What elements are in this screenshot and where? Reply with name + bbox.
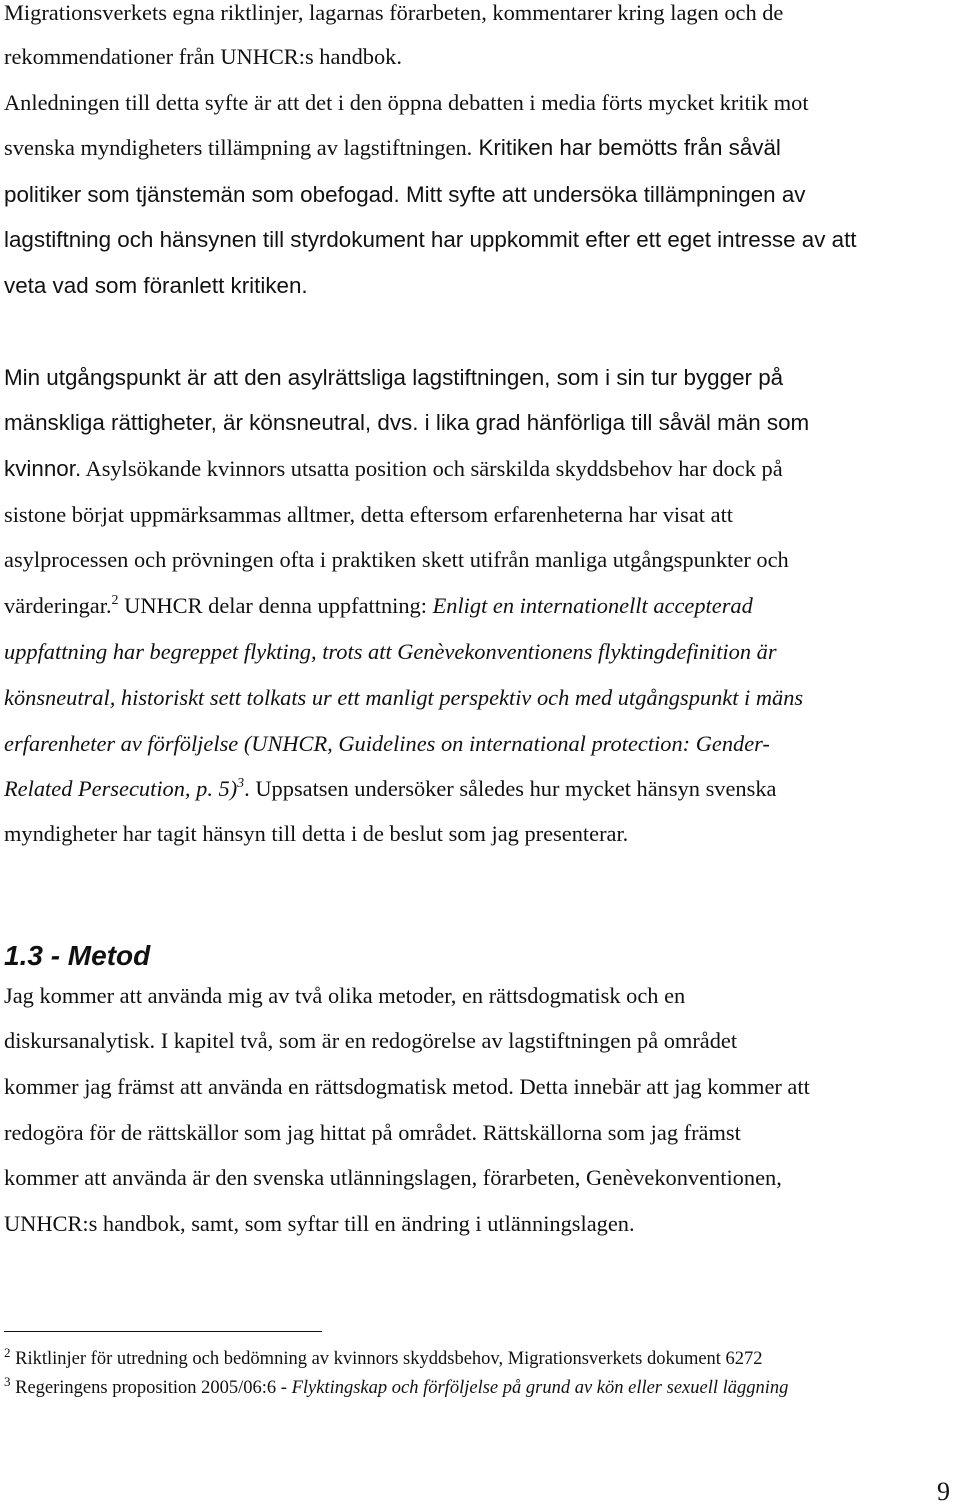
text-run: Asylsökande kvinnors utsatta position och särskilda skyddsbehov har dock på: [81, 456, 783, 481]
text-run: värderingar.: [4, 593, 112, 618]
body-text-line: myndigheter har tagit hänsyn till detta i de beslut som jag presenterar.: [4, 821, 629, 846]
body-text-line: lagstiftning och hänsynen till styrdokument har uppkommit efter ett eget intresse av att: [4, 227, 857, 252]
text-run: Kritiken har bemötts från såväl: [472, 135, 781, 160]
text-run: Uppsatsen undersöker således hur mycket hänsyn svenska: [249, 776, 777, 801]
body-text-line: [4, 456, 783, 482]
text-run: UNHCR delar denna uppfattning:: [118, 593, 433, 618]
section-heading: 1.3 - Metod: [4, 940, 151, 971]
footnote-ref: 3: [237, 776, 245, 791]
body-text-line: Anledningen till detta syfte är att det i den öppna debatten i media förts mycket kritik mot: [4, 90, 809, 115]
body-text-line: UNHCR:s handbok, samt, som syftar till en ändring i utlänningslagen.: [4, 1211, 635, 1236]
footnote: [4, 1374, 789, 1399]
body-text-line: veta vad som föranlett kritiken.: [4, 273, 308, 298]
footnote-number: 2: [4, 1345, 11, 1360]
footnote-separator: [4, 1331, 322, 1332]
text-run: .: [244, 776, 250, 801]
quote-line: erfarenheter av förföljelse (UNHCR, Guidelines on international protection: Gender-: [4, 731, 770, 756]
text-run: svenska myndigheters tillämpning av lagstiftningen.: [4, 135, 473, 160]
body-text-line: sistone börjat uppmärksammas alltmer, detta eftersom erfarenheterna har visat att: [4, 502, 734, 527]
body-text-line: [4, 776, 776, 802]
body-text-line: diskursanalytisk. I kapitel två, som är en redogörelse av lagstiftningen på området: [4, 1028, 738, 1053]
body-text-line: [4, 182, 806, 208]
body-text-line: mänskliga rättigheter, är könsneutral, dvs. i lika grad hänförliga till såväl män som: [4, 410, 810, 435]
quote-line: könsneutral, historiskt sett tolkats ur ett manligt perspektiv och med utgångspunkt i mäns: [4, 685, 804, 710]
quote-text: Enligt en internationellt accepterad: [432, 593, 753, 618]
quote-text: Related Persecution, p. 5): [4, 776, 238, 801]
footnote-number: 3: [4, 1374, 11, 1389]
footnote-ref: 2: [111, 593, 119, 608]
footnote-title: Flyktingskap och förföljelse på grund av kön eller sexuell läggning: [291, 1378, 789, 1398]
text-run: politiker som tjänstemän som obefogad.: [4, 182, 400, 207]
text-run: kvinnor.: [4, 456, 82, 481]
body-text-line: Jag kommer att använda mig av två olika metoder, en rättsdogmatisk och en: [4, 983, 686, 1008]
body-text-line: rekommendationer från UNHCR:s handbok.: [4, 44, 402, 69]
page-number: 9: [937, 1477, 950, 1506]
body-text-line: [4, 135, 781, 161]
text-run: Mitt syfte att undersöka tillämpningen av: [399, 182, 806, 207]
body-text-line: Min utgångspunkt är att den asylrättsliga lagstiftningen, som i sin tur bygger på: [4, 365, 784, 390]
footnote: [4, 1345, 763, 1370]
body-text-line: kommer jag främst att använda en rättsdogmatisk metod. Detta innebär att jag kommer att: [4, 1074, 810, 1099]
body-text-line: kommer att använda är den svenska utlänningslagen, förarbeten, Genèvekonventionen,: [4, 1165, 782, 1190]
footnote-text: Riktlinjer för utredning och bedömning av kvinnors skyddsbehov, Migrationsverkets dokument 6272: [10, 1349, 763, 1369]
quote-line: uppfattning har begreppet flykting, trots att Genèvekonventionens flyktingdefinition är: [4, 639, 777, 664]
body-text-line: asylprocessen och prövningen ofta i praktiken skett utifrån manliga utgångspunkter och: [4, 547, 789, 572]
body-text-line: Migrationsverkets egna riktlinjer, lagarnas förarbeten, kommentarer kring lagen och de: [4, 0, 784, 25]
body-text-line: [4, 593, 753, 619]
body-text-line: redogöra för de rättskällor som jag hittat på området. Rättskällorna som jag främst: [4, 1120, 741, 1145]
footnote-text: Regeringens proposition 2005/06:6 -: [10, 1378, 292, 1398]
